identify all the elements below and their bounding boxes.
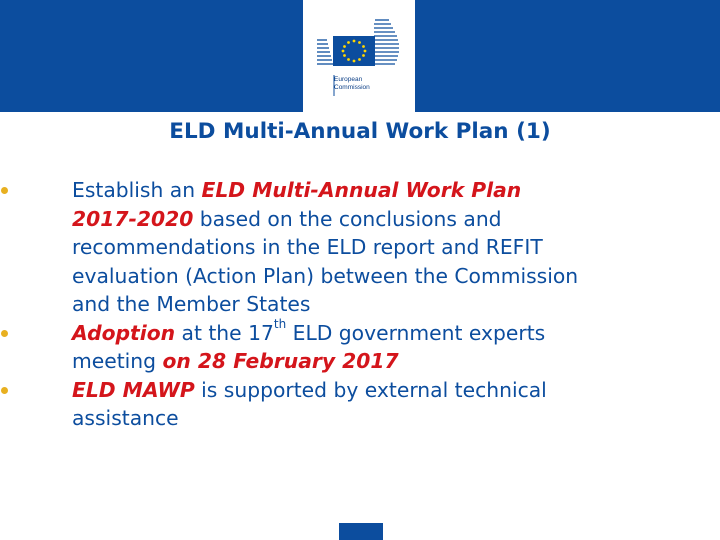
bullet-line: assistance <box>72 406 179 430</box>
bullet-line <box>72 347 720 376</box>
bullet-line <box>72 316 720 348</box>
bullet-line <box>72 376 720 405</box>
berlaymont-building-icon <box>303 0 415 112</box>
bullet-text: ELD government experts <box>286 320 546 345</box>
highlight-text: ELD Multi-Annual Work Plan <box>201 178 522 202</box>
bullet-list <box>0 176 720 433</box>
european-commission-logo <box>303 0 415 112</box>
logo-text-line2: Commission <box>334 84 370 91</box>
bullet-line: and the Member States <box>72 292 311 316</box>
highlight-text: 2017-2020 <box>72 206 194 231</box>
bullet-item <box>0 176 720 319</box>
bullet-text: at the 17 <box>175 320 274 345</box>
highlight-text: on 28 February 2017 <box>162 349 399 373</box>
bullet-text: based on the conclusions and <box>193 206 502 231</box>
bullet-text: is supported by external technical <box>194 377 547 402</box>
bullet-line: recommendations in the ELD report and REFIT <box>72 235 543 259</box>
bullet-dot-icon <box>1 330 8 337</box>
footer-mark <box>339 523 383 540</box>
highlight-text: ELD MAWP <box>72 377 195 402</box>
highlight-text: Adoption <box>72 320 176 345</box>
superscript-text: th <box>273 316 287 331</box>
logo-label <box>334 76 370 92</box>
logo-text-line1: European <box>334 76 363 83</box>
bullet-text: meeting <box>72 349 163 373</box>
bullet-dot-icon <box>1 187 8 194</box>
bullet-line: evaluation (Action Plan) between the Commission <box>72 263 579 288</box>
bullet-dot-icon <box>1 387 8 394</box>
bullet-text: Establish an <box>72 178 202 202</box>
bullet-item <box>0 316 720 376</box>
bullet-item <box>0 376 720 433</box>
bullet-line <box>72 176 720 205</box>
bullet-line <box>72 205 720 234</box>
slide-title: ELD Multi-Annual Work Plan (1) <box>169 119 551 144</box>
